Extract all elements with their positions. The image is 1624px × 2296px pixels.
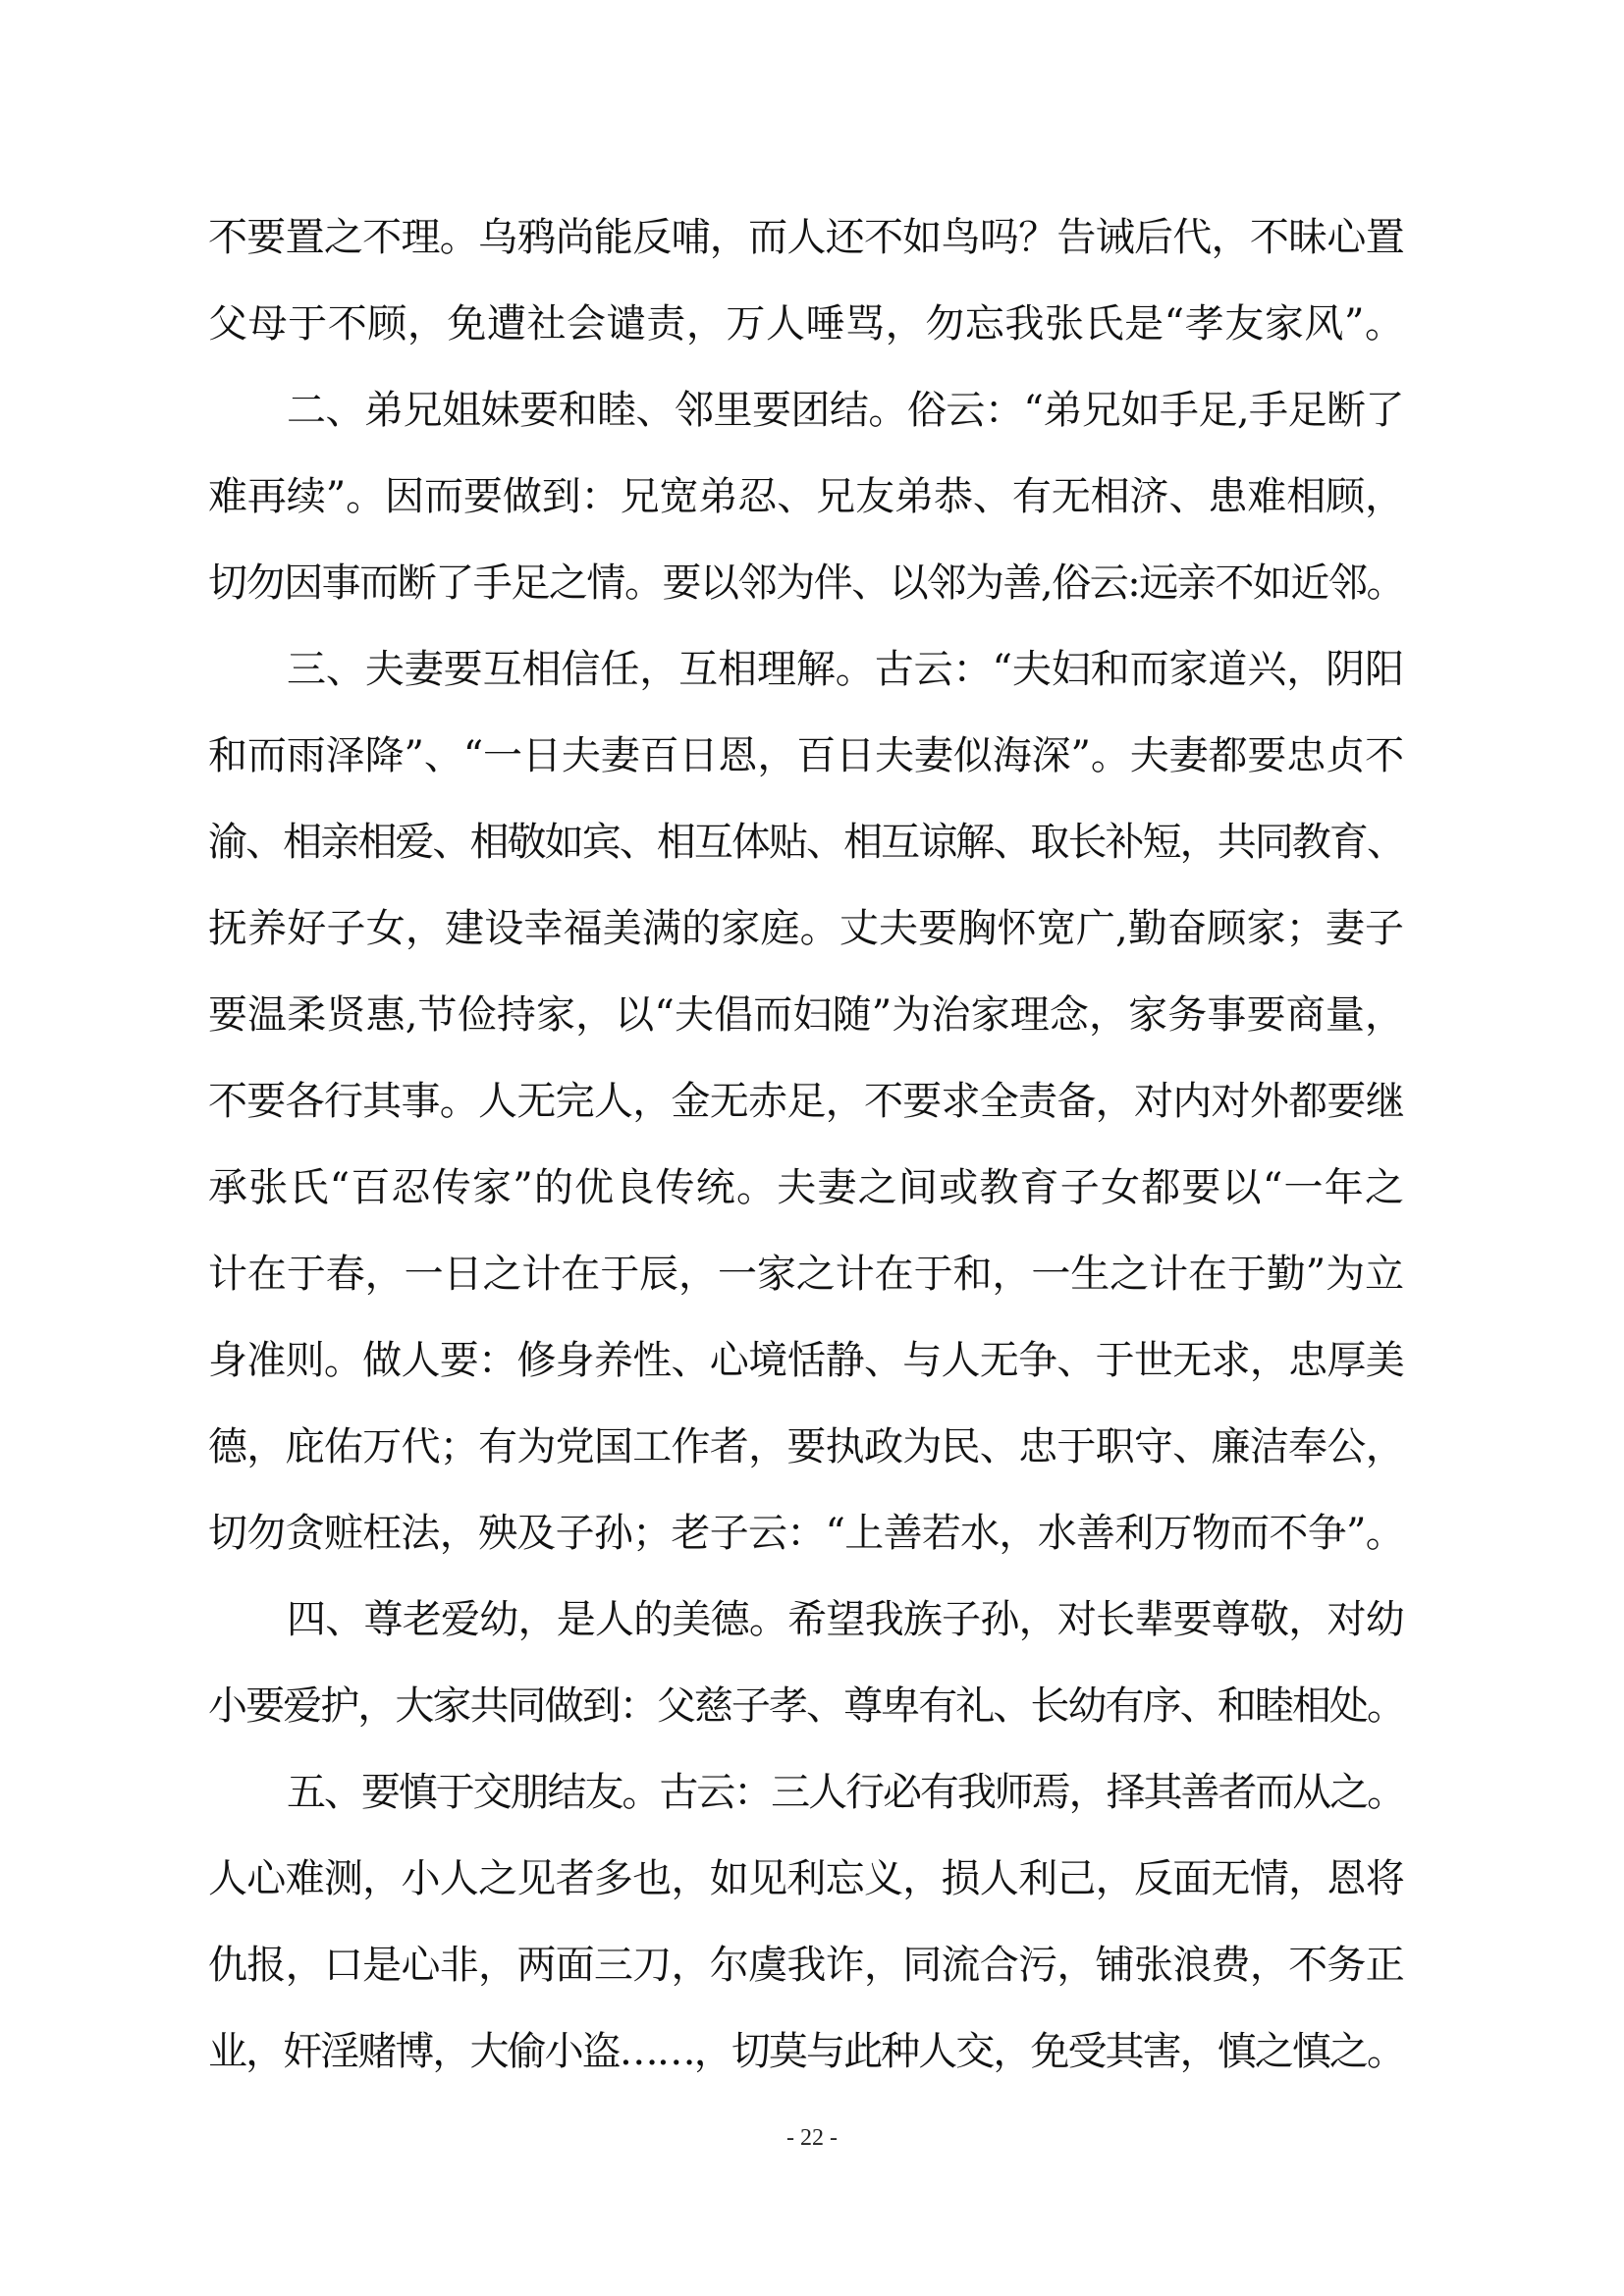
text-line: 抚养好子女，建设幸福美满的家庭。丈夫要胸怀宽广,勤奋顾家；妻子 (208, 906, 1404, 951)
text-line: 小要爱护，大家共同做到：父慈子孝、尊卑有礼、长幼有序、和睦相处。 (208, 1683, 1404, 1729)
text-line: 父母于不顾，免遭社会谴责，万人唾骂，勿忘我张氏是“孝友家风”。 (208, 301, 1404, 347)
text-line: 业，奸淫赌博，大偷小盗……，切莫与此种人交，免受其害，慎之慎之。 (208, 2029, 1404, 2074)
text-line: 要温柔贤惠,节俭持家，以“夫倡而妇随”为治家理念，家务事要商量， (208, 992, 1404, 1038)
body-text (208, 194, 1404, 2095)
text-line: 德，庇佑万代；有为党国工作者，要执政为民、忠于职守、廉洁奉公， (208, 1424, 1404, 1469)
text-line: 渝、相亲相爱、相敬如宾、相互体贴、相互谅解、取长补短，共同教育、 (208, 820, 1404, 865)
text-line: 五、要慎于交朋结友。古云：三人行必有我师焉，择其善者而从之。 (287, 1770, 1404, 1815)
text-line: 不要置之不理。乌鸦尚能反哺，而人还不如鸟吗？告诫后代，不昧心置 (208, 215, 1404, 260)
text-line: 不要各行其事。人无完人，金无赤足，不要求全责备，对内对外都要继 (208, 1079, 1404, 1124)
text-line: 和而雨泽降”、“一日夫妻百日恩，百日夫妻似海深”。夫妻都要忠贞不 (208, 733, 1404, 778)
text-line: 二、弟兄姐妹要和睦、邻里要团结。俗云：“弟兄如手足,手足断了 (287, 388, 1404, 433)
text-line: 人心难测，小人之见者多也，如见利忘义，损人利己，反面无情，恩将 (208, 1856, 1404, 1901)
text-line: 身准则。做人要：修身养性、心境恬静、与人无争、于世无求，忠厚美 (208, 1338, 1404, 1383)
text-line: 难再续”。因而要做到：兄宽弟忍、兄友弟恭、有无相济、患难相顾， (208, 474, 1404, 519)
text-line: 计在于春，一日之计在于辰，一家之计在于和，一生之计在于勤”为立 (208, 1252, 1404, 1297)
page-number: - 22 - (786, 2125, 838, 2151)
text-line: 切勿因事而断了手足之情。要以邻为伴、以邻为善,俗云:远亲不如近邻。 (208, 561, 1404, 606)
text-line: 承张氏“百忍传家”的优良传统。夫妻之间或教育子女都要以“一年之 (208, 1165, 1404, 1210)
text-line: 切勿贪赃枉法，殃及子孙；老子云：“上善若水，水善利万物而不争”。 (208, 1511, 1404, 1556)
text-line: 仇报，口是心非，两面三刀，尔虞我诈，同流合污，铺张浪费，不务正 (208, 1943, 1404, 1988)
text-line: 三、夫妻要互相信任，互相理解。古云：“夫妇和而家道兴，阴阳 (287, 647, 1404, 692)
text-line: 四、尊老爱幼，是人的美德。希望我族子孙，对长辈要尊敬，对幼 (287, 1597, 1404, 1642)
